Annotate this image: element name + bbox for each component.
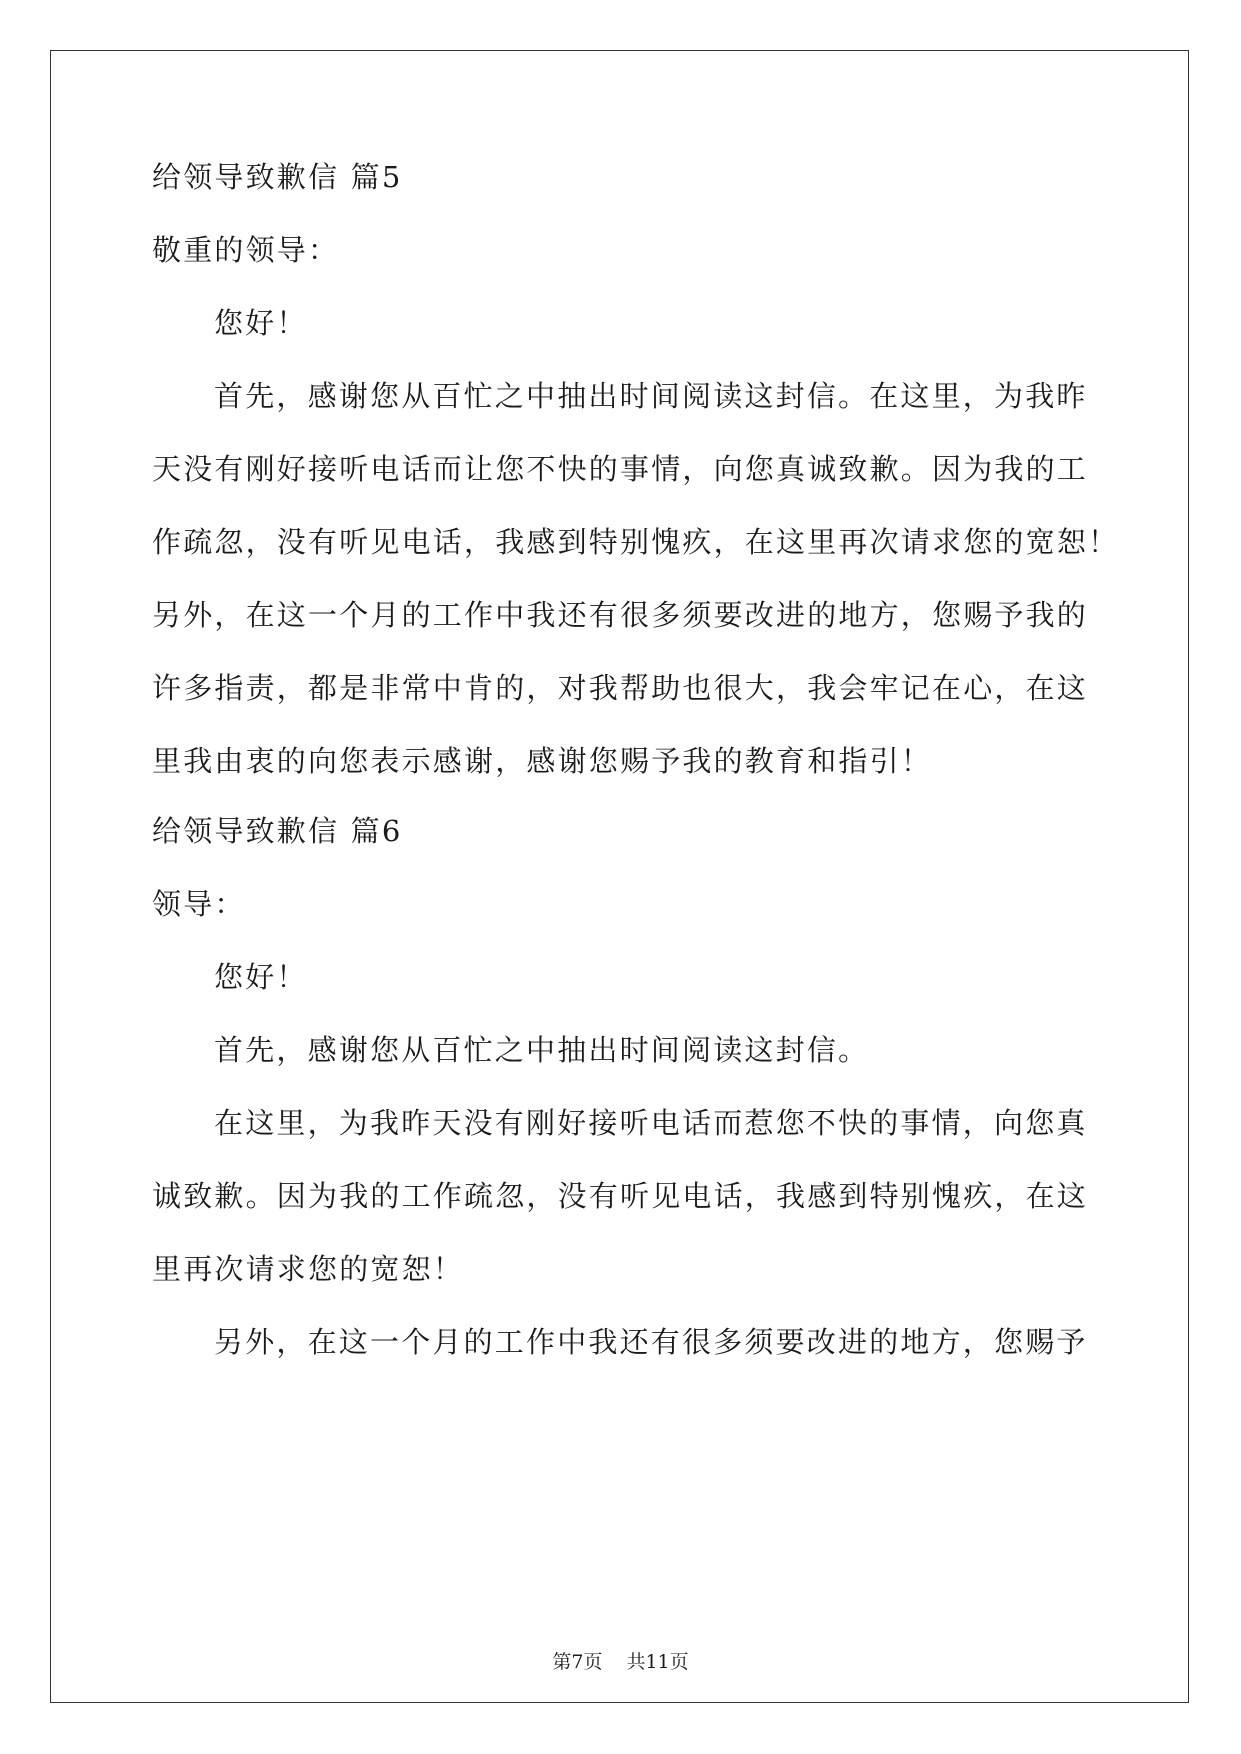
section-heading-6: 给领导致歉信 篇6	[152, 814, 403, 848]
body-line: 作疏忽，没有听见电话，我感到特别愧疚，在这里再次请求您的宽恕！	[152, 525, 1120, 559]
body-line: 里再次请求您的宽恕！	[152, 1252, 465, 1286]
body-line: 在这里，为我昨天没有刚好接听电话而惹您不快的事情，向您真	[214, 1106, 1088, 1140]
body-line: 另外，在这一个月的工作中我还有很多须要改进的地方，您赐予	[214, 1325, 1088, 1359]
body-line: 首先，感谢您从百忙之中抽出时间阅读这封信。在这里，为我昨	[214, 379, 1088, 413]
page-total: 共11页	[626, 1651, 689, 1673]
body-line: 许多指责，都是非常中肯的，对我帮助也很大，我会牢记在心，在这	[152, 671, 1089, 705]
body-line: 首先，感谢您从百忙之中抽出时间阅读这封信。	[214, 1033, 870, 1067]
page-frame	[50, 50, 1189, 1703]
body-line: 诚致歉。因为我的工作疏忽，没有听见电话，我感到特别愧疚，在这	[152, 1179, 1089, 1213]
salutation: 领导：	[152, 887, 246, 921]
greeting: 您好！	[214, 306, 308, 340]
greeting: 您好！	[214, 960, 308, 994]
body-line: 另外，在这一个月的工作中我还有很多须要改进的地方，您赐予我的	[152, 598, 1089, 632]
page-number: 第7页	[552, 1651, 603, 1673]
body-line: 里我由衷的向您表示感谢，感谢您赐予我的教育和指引！	[152, 744, 933, 778]
section-heading-5: 给领导致歉信 篇5	[152, 160, 403, 194]
salutation: 敬重的领导：	[152, 233, 340, 267]
body-line: 天没有刚好接听电话而让您不快的事情，向您真诚致歉。因为我的工	[152, 452, 1089, 486]
page-footer	[0, 1649, 1241, 1675]
